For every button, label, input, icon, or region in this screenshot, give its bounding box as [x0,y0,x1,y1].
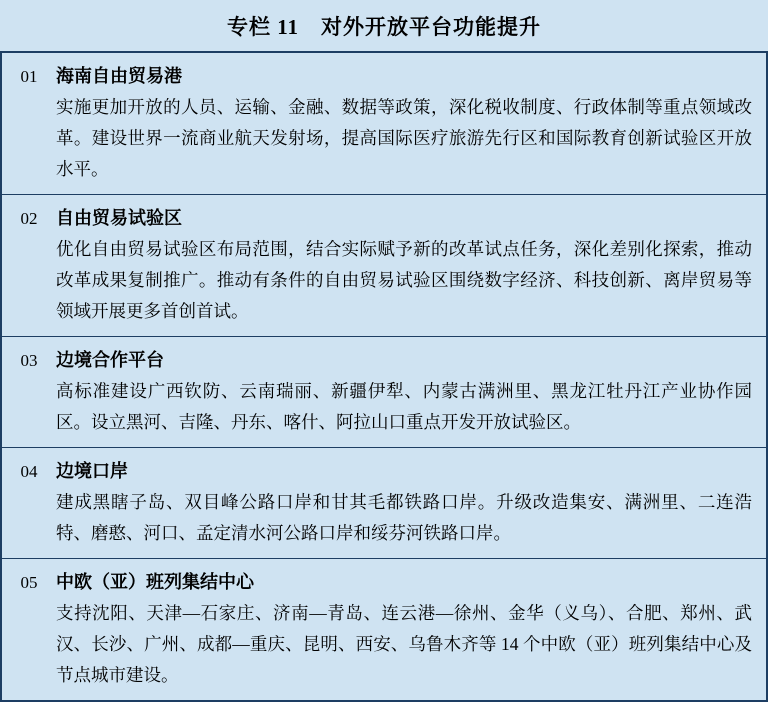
table-row [2,559,766,700]
row-content [56,457,766,549]
row-heading: 边境口岸 [56,461,128,481]
row-number: 05 [20,573,38,592]
row-content [56,204,766,327]
content-table [0,51,768,702]
row-number: 04 [20,462,38,481]
row-heading: 海南自由贸易港 [56,66,182,86]
title-label: 专栏 11 [226,15,300,39]
row-body: 支持沈阳、天津—石家庄、济南—青岛、连云港—徐州、金华（义乌）、合肥、郑州、武汉、长沙、广州、成都—重庆、昆明、西安、乌鲁木齐等 14 个中欧（亚）班列集结中心及节点城市建设。 [56,603,752,685]
row-heading: 中欧（亚）班列集结中心 [56,572,254,592]
row-body: 实施更加开放的人员、运输、金融、数据等政策，深化税收制度、行政体制等重点领域改革。建设世界一流商业航天发射场，提高国际医疗旅游先行区和国际教育创新试验区开放水平。 [56,97,752,179]
row-heading: 边境合作平台 [56,350,164,370]
table-row [2,448,766,559]
row-content [56,568,766,691]
row-body: 建成黑瞎子岛、双目峰公路口岸和甘其毛都铁路口岸。升级改造集安、满洲里、二连浩特、磨憨、河口、孟定清水河公路口岸和绥芬河铁路口岸。 [56,492,752,543]
row-content [56,346,766,438]
table-row [2,337,766,448]
row-content [56,62,766,185]
table-row [2,53,766,195]
title-text: 对外开放平台功能提升 [321,15,542,39]
row-number: 03 [20,351,38,370]
row-heading: 自由贸易试验区 [56,208,182,228]
row-body: 高标准建设广西钦防、云南瑞丽、新疆伊犁、内蒙古满洲里、黑龙江牡丹江产业协作园区。设立黑河、吉隆、丹东、喀什、阿拉山口重点开发开放试验区。 [56,381,752,432]
row-number: 01 [20,67,38,86]
page-title [0,0,768,51]
row-body: 优化自由贸易试验区布局范围，结合实际赋予新的改革试点任务，深化差别化探索，推动改革成果复制推广。推动有条件的自由贸易试验区围绕数字经济、科技创新、离岸贸易等领域开展更多首创首试。 [56,239,752,321]
row-number: 02 [20,209,38,228]
table-row [2,195,766,337]
